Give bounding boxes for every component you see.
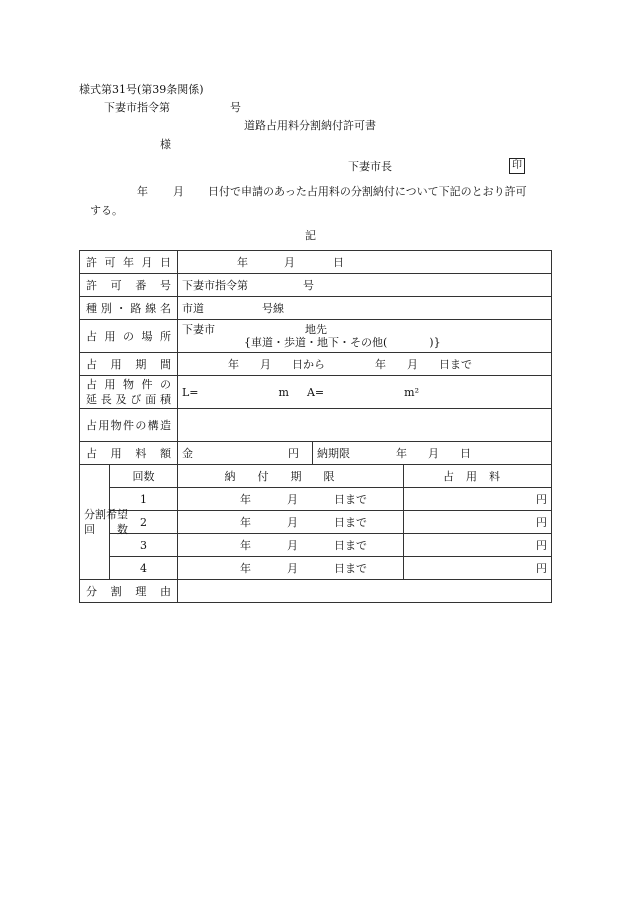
installment-due: 年 月 日まで [178, 534, 404, 557]
form-number: 様式第31号(第39条関係) [79, 83, 204, 96]
installment-fee: 円 [404, 488, 552, 511]
body-year: 年 [137, 185, 148, 198]
installment-count-header: 回数 [110, 465, 178, 488]
installment-due: 年 月 日まで [178, 511, 404, 534]
body-text-cont: する。 [90, 204, 123, 217]
installments-label: 分割希望 回 数 [80, 465, 110, 580]
permit-date-value: 年 月 日 [178, 251, 552, 274]
permit-date-label: 許可年月日 [80, 251, 178, 274]
installment-number: 1 [110, 488, 178, 511]
installment-fee: 円 [404, 557, 552, 580]
place-value: 下妻市 地先 {車道・歩道・地下・その他( )} [178, 320, 552, 353]
installment-due: 年 月 日まで [178, 488, 404, 511]
installment-fee: 円 [404, 534, 552, 557]
installment-number: 4 [110, 557, 178, 580]
period-value: 年 月 日から 年 月 日まで [178, 353, 552, 376]
permit-table [79, 250, 552, 603]
period-label: 占用期間 [80, 353, 178, 376]
installment-number: 3 [110, 534, 178, 557]
ki-heading: 記 [305, 229, 316, 242]
reason-label: 分割理由 [80, 580, 178, 603]
road-label: 種別・路線名 [80, 297, 178, 320]
doc-number-suffix: 号 [230, 101, 241, 114]
extension-value: L= m A= m² [178, 376, 552, 409]
fee-label: 占用料額 [80, 442, 178, 465]
structure-value [178, 409, 552, 442]
installment-fee: 円 [404, 511, 552, 534]
reason-value [178, 580, 552, 603]
seal-box: 印 [509, 158, 525, 174]
structure-label: 占用物件の構造 [80, 409, 178, 442]
installment-fee-header: 占用料 [404, 465, 552, 488]
road-value: 市道 号線 [178, 297, 552, 320]
fee-amount: 金 円 [178, 442, 313, 465]
body-text: 日付で申請のあった占用料の分割納付について下記のとおり許可 [208, 185, 527, 198]
installment-number: 2 [110, 511, 178, 534]
document-title: 道路占用料分割納付許可書 [244, 119, 376, 132]
extension-label: 占用物件の 延長及び面積 [80, 376, 178, 409]
permit-number-value: 下妻市指令第 号 [178, 274, 552, 297]
doc-number-prefix: 下妻市指令第 [104, 101, 170, 114]
fee-due: 納期限 年 月 日 [313, 442, 552, 465]
body-month: 月 [173, 185, 184, 198]
issuer: 下妻市長 [348, 160, 392, 173]
installment-due: 年 月 日まで [178, 557, 404, 580]
installment-due-header: 納付期限 [178, 465, 404, 488]
place-label: 占用の場所 [80, 320, 178, 353]
permit-number-label: 許可番号 [80, 274, 178, 297]
addressee-suffix: 様 [160, 138, 171, 151]
